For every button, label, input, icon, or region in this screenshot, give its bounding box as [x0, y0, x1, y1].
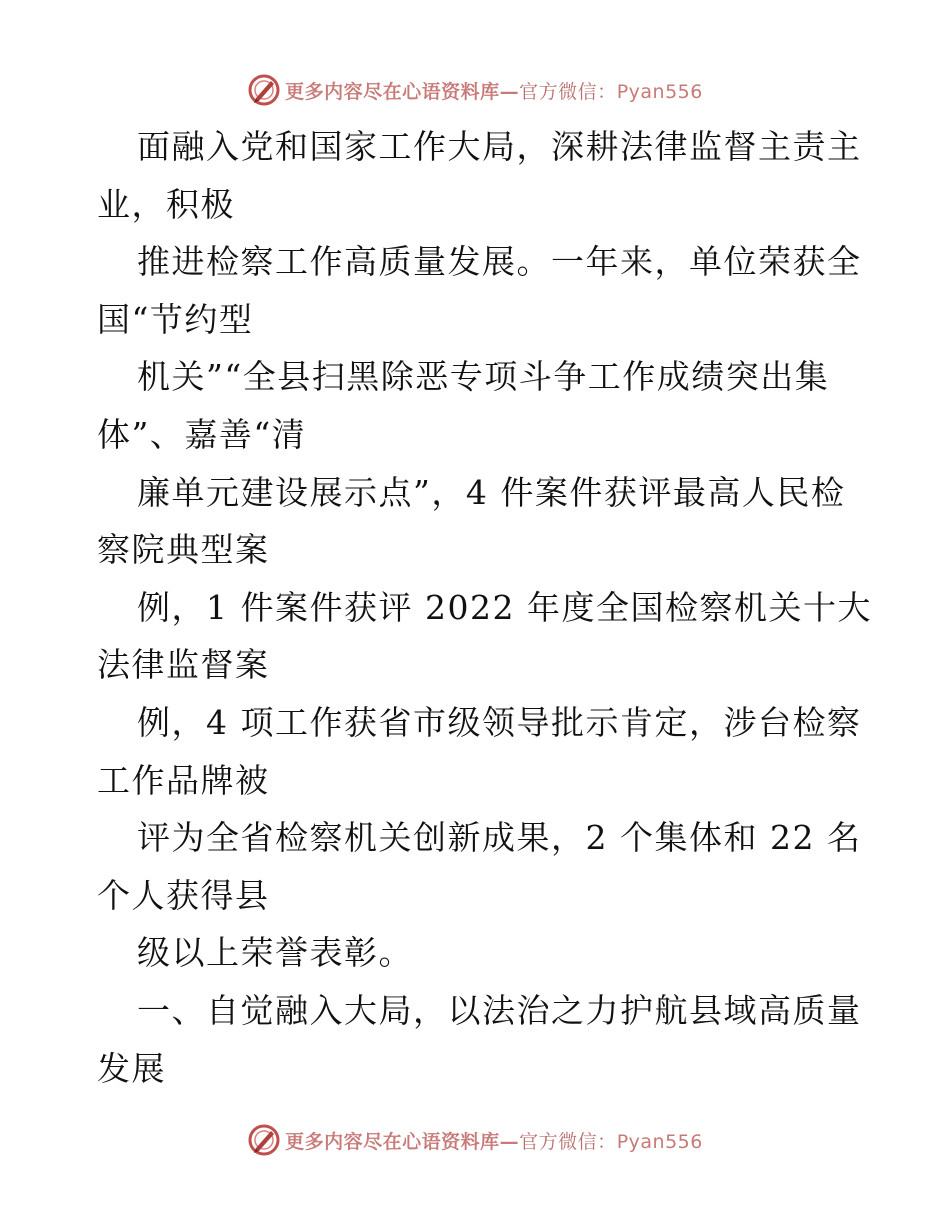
banner-text [285, 1127, 703, 1154]
text-line: 推进检察工作高质量发展。一年来，单位荣获全 [137, 242, 862, 282]
text-line: 例，4 项工作获省市级领导批示肯定，涉台检察 [137, 702, 862, 742]
text-line: 廉单元建设展示点”，4 件案件获评最高人民检 [137, 472, 846, 512]
text-line: 工作品牌被 [97, 760, 270, 800]
banner-title: 更多内容尽在心语资料库 [285, 1130, 500, 1153]
text-line: 发展 [97, 1048, 166, 1088]
text-line: 面融入党和国家工作大局，深耕法律监督主责主 [137, 127, 862, 166]
banner-text [285, 77, 703, 104]
wechat-label: 官方微信： [519, 1130, 617, 1153]
text-line: 业，积极 [97, 184, 235, 224]
footer-banner [0, 1120, 950, 1160]
text-line: 体”、嘉善“清 [97, 414, 307, 454]
wechat-label: 官方微信： [519, 80, 617, 103]
banner-dash: — [499, 1130, 520, 1153]
pen-circle-logo-icon [247, 1123, 281, 1157]
text-line: 一、自觉融入大局，以法治之力护航县域高质量 [137, 990, 862, 1030]
wechat-id: Pyan556 [616, 1130, 703, 1153]
text-line: 例，1 件案件获评 2022 年度全国检察机关十大 [137, 587, 872, 627]
pen-circle-logo-icon [247, 73, 281, 107]
banner-title: 更多内容尽在心语资料库 [285, 80, 500, 103]
document-body [97, 118, 872, 1097]
text-line: 国“节约型 [97, 299, 254, 339]
banner-dash: — [499, 80, 520, 103]
text-line: 察院典型案 [97, 530, 270, 570]
text-line: 评为全省检察机关创新成果，2 个集体和 22 名 [137, 818, 862, 858]
text-line: 法律监督案 [97, 645, 270, 685]
text-line: 机关”“全县扫黑除恶专项斗争工作成绩突出集 [137, 357, 830, 397]
text-line: 个人获得县 [97, 875, 270, 915]
wechat-id: Pyan556 [616, 80, 703, 103]
header-banner [0, 70, 950, 110]
text-line: 级以上荣誉表彰。 [137, 933, 413, 973]
